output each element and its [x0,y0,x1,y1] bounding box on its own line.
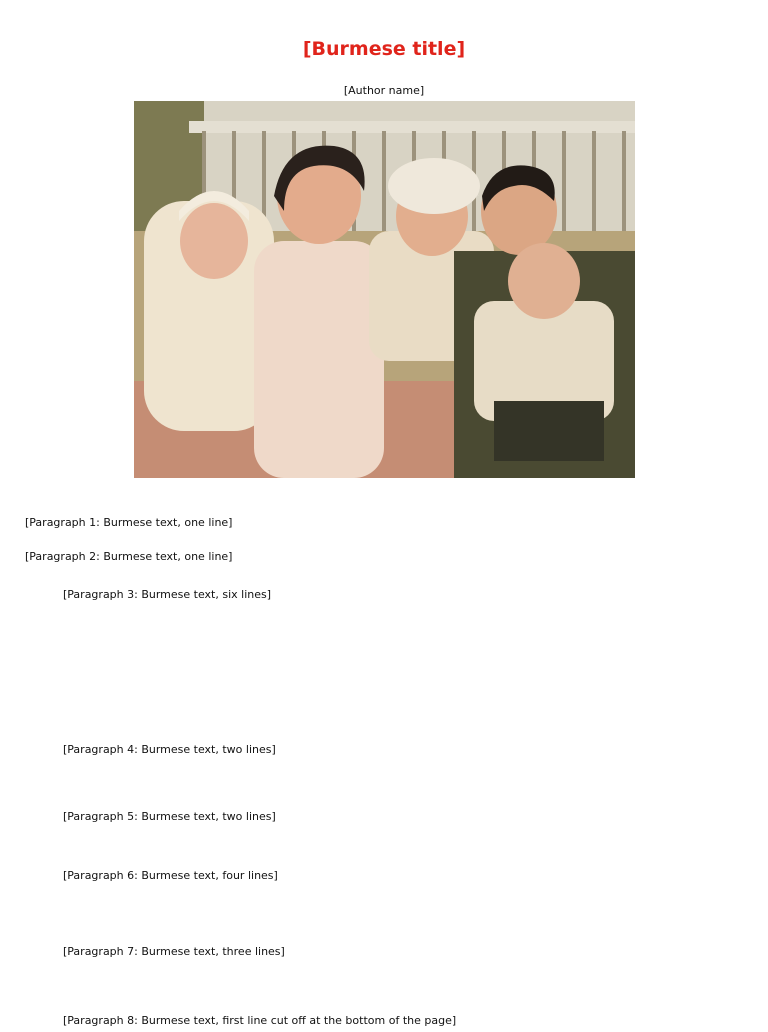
paragraph-4: [Paragraph 4: Burmese text, two lines] [63,743,276,756]
paragraph-7: [Paragraph 7: Burmese text, three lines] [63,945,285,958]
paragraph-1: [Paragraph 1: Burmese text, one line] [25,516,233,529]
paragraph-8: [Paragraph 8: Burmese text, first line cut off at the bottom of the page] [63,1014,457,1027]
family-photo [134,101,635,478]
paragraph-5: [Paragraph 5: Burmese text, two lines] [63,810,276,823]
paragraph-6: [Paragraph 6: Burmese text, four lines] [63,869,278,882]
paragraph-3: [Paragraph 3: Burmese text, six lines] [63,588,272,601]
author-name: [Author name] [343,84,425,97]
document-title: [Burmese title] [302,38,466,60]
paragraph-2: [Paragraph 2: Burmese text, one line] [25,550,233,563]
